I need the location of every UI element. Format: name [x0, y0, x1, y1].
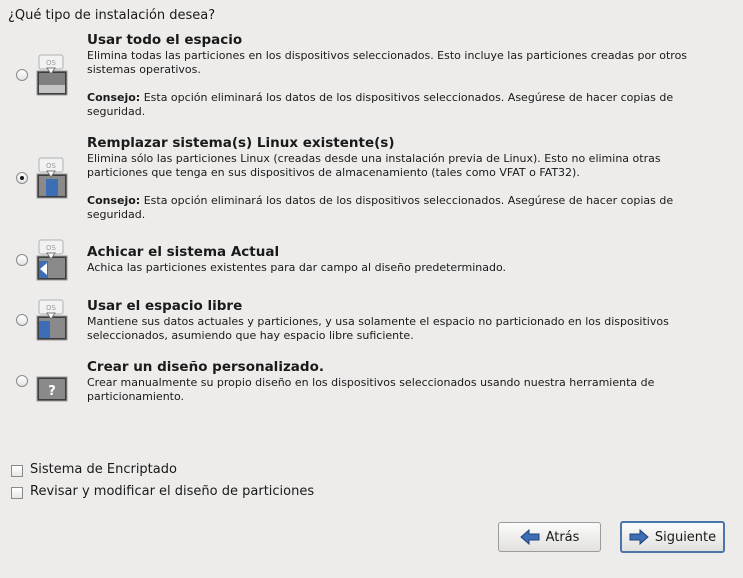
- free-space-icon: [36, 299, 68, 341]
- option-description: Elimina sólo las particiones Linux (creadas desde una instalación previa de Linux). Esto no elimina otras particiones que tenga en sus dispositivos de almacenamiento (tales como VFAT o FAT32).: [87, 152, 661, 179]
- radio-free-space[interactable]: [16, 314, 28, 326]
- next-button-label: Siguiente: [654, 529, 717, 545]
- icon-os-label: OS: [46, 304, 56, 312]
- icon-os-label: OS: [46, 59, 56, 67]
- option-description: Achica las particiones existentes para dar campo al diseño predeterminado.: [87, 261, 507, 274]
- radio-replace-linux[interactable]: [16, 172, 28, 184]
- review-checkbox[interactable]: [11, 487, 23, 499]
- encrypt-checkbox[interactable]: [11, 465, 23, 477]
- option-title: Achicar el sistema Actual: [87, 244, 280, 260]
- icon-question-label: ?: [48, 384, 56, 399]
- tip-label: Consejo:: [87, 91, 141, 104]
- tip-text: Esta opción eliminará los datos de los dispositivos seleccionados. Asegúrese de hacer copias de seguridad.: [87, 194, 674, 221]
- page-question: ¿Qué tipo de instalación desea?: [8, 8, 216, 23]
- icon-os-label: OS: [46, 162, 56, 170]
- back-button[interactable]: [498, 522, 601, 552]
- option-description: Elimina todas las particiones en los dispositivos seleccionados. Esto incluye las particiones creadas por otros sistemas operativos.: [87, 49, 688, 76]
- icon-os-label: OS: [46, 244, 56, 252]
- option-title: Crear un diseño personalizado.: [87, 359, 324, 375]
- option-tip: [87, 194, 707, 222]
- replace-linux-icon: [36, 157, 68, 199]
- option-title: Remplazar sistema(s) Linux existente(s): [87, 135, 395, 151]
- arrow-right-icon: [629, 529, 649, 545]
- review-checkbox-label[interactable]: Revisar y modificar el diseño de particiones: [30, 484, 315, 499]
- option-title: Usar el espacio libre: [87, 298, 243, 314]
- option-title: Usar todo el espacio: [87, 32, 243, 48]
- next-button[interactable]: [620, 521, 725, 553]
- tip-text: Esta opción eliminará los datos de los dispositivos seleccionados. Asegúrese de hacer copias de seguridad.: [87, 91, 674, 118]
- radio-use-all-space[interactable]: [16, 69, 28, 81]
- tip-label: Consejo:: [87, 194, 141, 207]
- option-description: Mantiene sus datos actuales y particiones, y usa solamente el espacio no particionado en los dispositivos seleccionados, asumiendo que hay espacio libre suficiente.: [87, 315, 669, 342]
- use-all-space-icon: [36, 54, 68, 96]
- radio-shrink-system[interactable]: [16, 254, 28, 266]
- arrow-left-icon: [520, 529, 540, 545]
- option-description: Crear manualmente su propio diseño en los dispositivos seleccionados usando nuestra herramienta de particionamiento.: [87, 376, 655, 403]
- back-button-label: Atrás: [545, 529, 580, 545]
- radio-custom-layout[interactable]: [16, 375, 28, 387]
- encrypt-checkbox-label[interactable]: Sistema de Encriptado: [30, 462, 177, 477]
- custom-layout-icon: [36, 373, 68, 403]
- option-tip: [87, 91, 707, 119]
- shrink-system-icon: [36, 239, 68, 281]
